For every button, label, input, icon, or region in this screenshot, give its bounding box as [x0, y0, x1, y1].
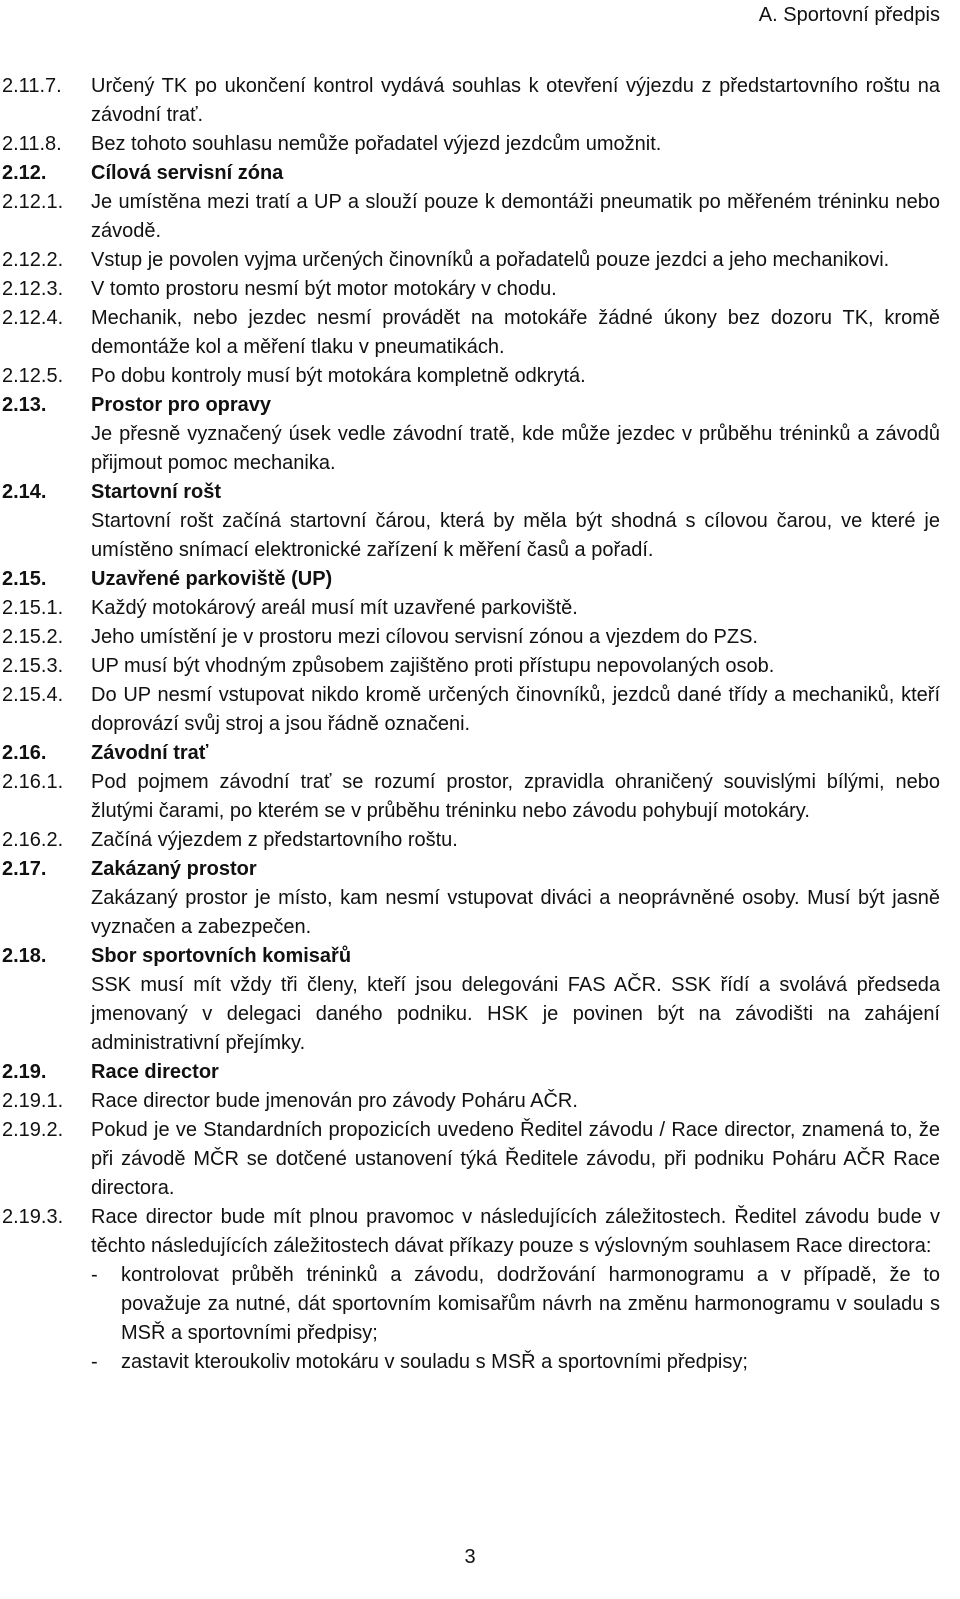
section-number: 2.17.: [2, 858, 47, 880]
paragraph-number: 2.16.2.: [2, 829, 64, 851]
list-dash: -: [91, 1264, 98, 1286]
section-number: 2.14.: [2, 481, 47, 503]
section-heading-2-15: [2, 565, 940, 594]
paragraph-2-19-2: [2, 1116, 940, 1203]
paragraph-2-19-1: [2, 1087, 940, 1116]
paragraph-number: 2.12.4.: [2, 307, 64, 329]
paragraph-2-15-1: [2, 594, 940, 623]
paragraph-2-16-2: [2, 826, 940, 855]
paragraph-2-12-3: [2, 275, 940, 304]
section-heading-2-12: [2, 159, 940, 188]
section-title: Uzavřené parkoviště (UP): [91, 568, 333, 590]
paragraph-2-12-5: [2, 362, 940, 391]
section-title: Sbor sportovních komisařů: [91, 945, 352, 967]
section-title: Závodní trať: [91, 742, 209, 764]
paragraph-number: 2.19.3.: [2, 1206, 64, 1228]
paragraph-number: 2.11.7.: [2, 75, 62, 97]
section-title: Cílová servisní zóna: [91, 162, 284, 184]
paragraph-text: Vstup je povolen vyjma určených činovníků a pořadatelů pouze jezdci a jeho mechanikovi.: [91, 249, 890, 271]
section-heading-2-13: [2, 391, 940, 420]
paragraph-number: 2.12.3.: [2, 278, 64, 300]
list-item: [2, 1261, 940, 1348]
paragraph-text: Pokud je ve Standardních propozicích uvedeno Ředitel závodu / Race director, znamená to, že při závodě MČR se dotčené ustanovení týká Ředitele závodu, při podniku Poháru AČR Race directora.: [91, 1119, 940, 1199]
section-number: 2.19.: [2, 1061, 47, 1083]
paragraph-text: Je umístěna mezi tratí a UP a slouží pouze k demontáži pneumatik po měřeném tréninku nebo závodě.: [91, 191, 940, 242]
section-title: Startovní rošt: [91, 481, 222, 503]
section-heading-2-14: [2, 478, 940, 507]
paragraph-2-11-7: [2, 72, 940, 130]
section-body-2-17: Zakázaný prostor je místo, kam nesmí vstupovat diváci a neoprávněné osoby. Musí být jasně vyznačen a zabezpečen.: [91, 887, 940, 938]
paragraph-2-16-1: [2, 768, 940, 826]
section-number: 2.15.: [2, 568, 47, 590]
document-body: [2, 72, 940, 1377]
section-heading-2-16: [2, 739, 940, 768]
paragraph-number: 2.15.3.: [2, 655, 64, 677]
paragraph-text: Bez tohoto souhlasu nemůže pořadatel výjezd jezdcům umožnit.: [91, 133, 662, 155]
paragraph-text: Race director bude mít plnou pravomoc v následujících záležitostech. Ředitel závodu bude v těchto následujících záležitostech dávat příkazy pouze s výslovným souhlasem Race directora:: [91, 1206, 940, 1257]
paragraph-text: Každý motokárový areál musí mít uzavřené parkoviště.: [91, 597, 578, 619]
section-title: Prostor pro opravy: [91, 394, 272, 416]
list-dash: -: [91, 1351, 98, 1373]
paragraph-2-11-8: [2, 130, 940, 159]
paragraph-number: 2.19.2.: [2, 1119, 64, 1141]
paragraph-text: Pod pojmem závodní trať se rozumí prostor, zpravidla ohraničený souvislými bílými, nebo žlutými čarami, po kterém se v průběhu tréninku nebo závodu pohybují motokáry.: [91, 771, 940, 822]
section-number: 2.18.: [2, 945, 47, 967]
paragraph-number: 2.19.1.: [2, 1090, 64, 1112]
paragraph-text: Určený TK po ukončení kontrol vydává souhlas k otevření výjezdu z předstartovního roštu na závodní trať.: [91, 75, 940, 126]
paragraph-number: 2.12.1.: [2, 191, 64, 213]
page-number: 3: [464, 1546, 476, 1568]
list-item: [2, 1348, 940, 1377]
paragraph-2-15-2: [2, 623, 940, 652]
section-number: 2.12.: [2, 162, 47, 184]
list-item-text: zastavit kteroukoliv motokáru v souladu s MSŘ a sportovními předpisy;: [121, 1351, 748, 1373]
paragraph-text: UP musí být vhodným způsobem zajištěno proti přístupu nepovolaných osob.: [91, 655, 775, 677]
section-title: Race director: [91, 1061, 219, 1083]
section-number: 2.16.: [2, 742, 47, 764]
section-body-2-13: Je přesně vyznačený úsek vedle závodní tratě, kde může jezdec v průběhu tréninků a závodů přijmout pomoc mechanika.: [91, 423, 940, 474]
section-body-2-18: SSK musí mít vždy tři členy, kteří jsou delegováni FAS AČR. SSK řídí a svolává předseda jmenovaný v delegaci daného podniku. HSK je povinen být na závodišti na zahájení administrativní přejímky.: [91, 974, 940, 1054]
paragraph-number: 2.15.2.: [2, 626, 64, 648]
paragraph-number: 2.15.1.: [2, 597, 64, 619]
paragraph-number: 2.15.4.: [2, 684, 64, 706]
running-header: A. Sportovní předpis: [758, 4, 940, 26]
paragraph-2-15-4: [2, 681, 940, 739]
paragraph-text: Race director bude jmenován pro závody Poháru AČR.: [91, 1090, 578, 1112]
paragraph-text: Po dobu kontroly musí být motokára kompletně odkrytá.: [91, 365, 586, 387]
section-number: 2.13.: [2, 394, 47, 416]
paragraph-2-19-3: [2, 1203, 940, 1261]
paragraph-text: Mechanik, nebo jezdec nesmí provádět na motokáře žádné úkony bez dozoru TK, kromě demontáže kol a měření tlaku v pneumatikách.: [91, 307, 940, 358]
paragraph-number: 2.12.5.: [2, 365, 64, 387]
list-item-text: kontrolovat průběh tréninků a závodu, dodržování harmonogramu a v případě, že to považuje za nutné, dát sportovním komisařům návrh na změnu harmonogramu v souladu s MSŘ a sportovními předpisy;: [121, 1264, 940, 1344]
paragraph-text: V tomto prostoru nesmí být motor motokáry v chodu.: [91, 278, 557, 300]
section-heading-2-18: [2, 942, 940, 971]
paragraph-2-12-2: [2, 246, 940, 275]
paragraph-2-15-3: [2, 652, 940, 681]
section-body-2-14: Startovní rošt začíná startovní čárou, která by měla být shodná s cílovou čarou, ve které je umístěno snímací elektronické zařízení k měření časů a pořadí.: [91, 510, 940, 561]
paragraph-text: Do UP nesmí vstupovat nikdo kromě určených činovníků, jezdců dané třídy a mechaniků, kteří doprovází svůj stroj a jsou řádně označeni.: [91, 684, 940, 735]
paragraph-text: Začíná výjezdem z předstartovního roštu.: [91, 829, 458, 851]
paragraph-number: 2.12.2.: [2, 249, 64, 271]
section-heading-2-17: [2, 855, 940, 884]
paragraph-2-12-1: [2, 188, 940, 246]
paragraph-text: Jeho umístění je v prostoru mezi cílovou servisní zónou a vjezdem do PZS.: [91, 626, 758, 648]
paragraph-number: 2.16.1.: [2, 771, 64, 793]
paragraph-number: 2.11.8.: [2, 133, 62, 155]
paragraph-2-12-4: [2, 304, 940, 362]
section-heading-2-19: [2, 1058, 940, 1087]
section-title: Zakázaný prostor: [91, 858, 257, 880]
